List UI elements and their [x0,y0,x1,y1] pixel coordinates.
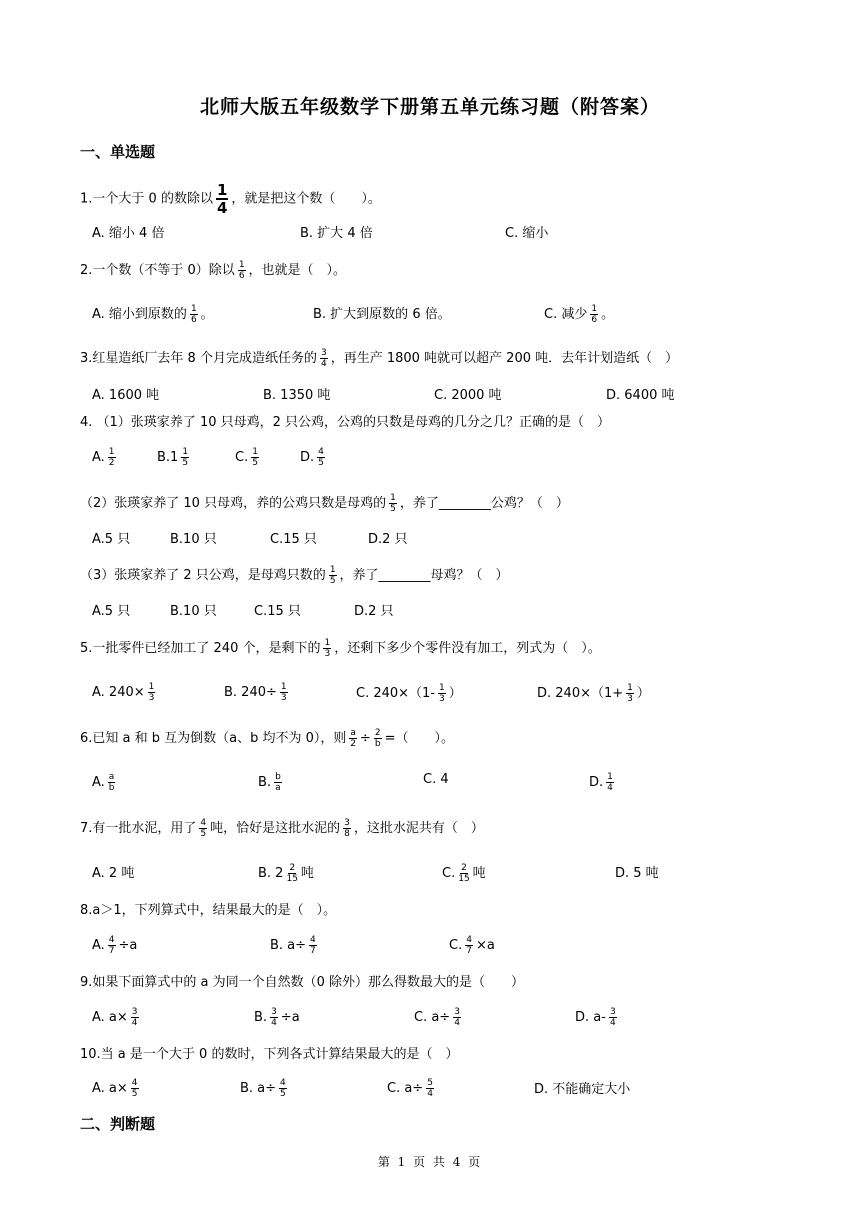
page-title: 北师大版五年级数学下册第五单元练习题（附答案） [199,96,660,118]
fraction: $\frac{5}{4}$ [427,1078,433,1099]
section-heading-single-choice: 一、单选题 [80,143,156,161]
fraction: $\frac{1}{4}$ [216,181,228,217]
q5-option-b[interactable]: B. 240÷ $\frac{1}{3}$ [224,682,287,703]
fraction: $\frac{3}{4}$ [131,1007,138,1028]
question-4-part-2: （2）张瑛家养了 10 只母鸡，养的公鸡只数是母鸡的 $\frac{1}{5}$ ，养了________公鸡？（ ） [80,493,569,514]
page-footer: 第 1 页 共 4 页 [377,1155,483,1169]
question-6: 6.已知 a 和 b 互为倒数（a、b 均不为 0），则 $\frac{a}{2}$ ÷ $\frac{2}{b}$ =（ ）。 [80,728,454,749]
fraction: $\frac{4}{5}$ [280,1078,286,1099]
q4-3-option-b[interactable]: B.10 只 [170,604,217,619]
fraction: $\frac{1}{6}$ [190,304,197,325]
question-10: 10.当 a 是一个大于 0 的数时，下列各式计算结果最大的是（ ） [80,1047,459,1062]
q4-2-option-c[interactable]: C.15 只 [270,532,317,547]
q3-option-a[interactable]: A. 1600 吨 [92,388,160,403]
q8-option-a[interactable]: A. $\frac{4}{7}$ ÷a [92,935,138,956]
fraction: $\frac{4}{5}$ [131,1078,138,1099]
fraction: $\frac{4}{5}$ [200,818,207,839]
fraction: $\frac{b}{a}$ [275,772,281,793]
fraction: $\frac{1}{3}$ [627,683,633,704]
q4-2-option-b[interactable]: B.10 只 [170,532,217,547]
question-9: 9.如果下面算式中的 a 为同一个自然数（0 除外）那么得数最大的是（ ） [80,975,525,990]
q10-option-d[interactable]: D. 不能确定大小 [534,1082,631,1097]
question-5: 5.一批零件已经加工了 240 个，是剩下的 $\frac{1}{3}$ ，还剩下多少个零件没有加工，列式为（ ）。 [80,638,601,659]
q8-option-b[interactable]: B. a÷ $\frac{4}{7}$ [270,935,316,956]
fraction: $\frac{1}{2}$ [108,447,115,468]
q10-option-a[interactable]: A. a× $\frac{4}{5}$ [92,1078,138,1099]
fraction: $\frac{a}{2}$ [350,728,357,749]
fraction: $\frac{3}{4}$ [609,1007,616,1028]
fraction: $\frac{2}{15}$ [458,863,470,884]
q10-option-c[interactable]: C. a÷ $\frac{5}{4}$ [387,1078,433,1099]
q2-option-b[interactable]: B. 扩大到原数的 6 倍。 [313,307,451,322]
question-1: 1.一个大于 0 的数除以 $\frac{1}{4}$ ，就是把这个数（ ）。 [80,181,381,217]
q7-option-b[interactable]: B. 2 $\frac{2}{15}$ 吨 [258,863,314,884]
question-8: 8.a＞1，下列算式中，结果最大的是（ ）。 [80,903,337,918]
q5-option-a[interactable]: A. 240× $\frac{1}{3}$ [92,682,155,703]
q6-option-a[interactable]: A. $\frac{a}{b}$ [92,772,115,793]
fraction: $\frac{1}{5}$ [182,447,189,468]
q4-2-option-a[interactable]: A.5 只 [92,532,131,547]
fraction: $\frac{2}{b}$ [374,728,381,749]
fraction: $\frac{a}{b}$ [108,772,115,793]
q4-3-option-d[interactable]: D.2 只 [354,604,394,619]
fraction: $\frac{1}{6}$ [591,304,598,325]
question-3: 3.红星造纸厂去年 8 个月完成造纸任务的 $\frac{3}{4}$ ，再生产 1800 吨就可以超产 200 吨．去年计划造纸（ ） [80,348,679,369]
fraction: $\frac{1}{3}$ [439,683,445,704]
q4-1-option-b[interactable]: B.1 $\frac{1}{5}$ [157,447,189,468]
q4-3-option-c[interactable]: C.15 只 [254,604,301,619]
q6-option-d[interactable]: D. $\frac{1}{4}$ [589,772,613,793]
section-heading-true-false: 二、判断题 [80,1115,156,1133]
fraction: $\frac{4}{5}$ [318,447,324,468]
q7-option-a[interactable]: A. 2 吨 [92,866,135,881]
q1-option-a[interactable]: A. 缩小 4 倍 [92,226,165,241]
question-2: 2.一个数（不等于 0）除以 $\frac{1}{6}$ ，也就是（ ）。 [80,260,347,281]
q3-option-c[interactable]: C. 2000 吨 [434,388,502,403]
q9-option-a[interactable]: A. a× $\frac{3}{4}$ [92,1007,138,1028]
q7-option-d[interactable]: D. 5 吨 [615,866,659,881]
fraction: $\frac{3}{4}$ [454,1007,460,1028]
q9-option-c[interactable]: C. a÷ $\frac{3}{4}$ [414,1007,460,1028]
q8-option-c[interactable]: C. $\frac{4}{7}$ ×a [449,935,495,956]
q4-1-option-c[interactable]: C. $\frac{1}{5}$ [235,447,258,468]
q6-option-b[interactable]: B. $\frac{b}{a}$ [258,772,281,793]
fraction: $\frac{1}{3}$ [148,682,155,703]
q9-option-b[interactable]: B. $\frac{3}{4}$ ÷a [254,1007,300,1028]
fraction: $\frac{1}{5}$ [329,565,336,586]
fraction: $\frac{4}{7}$ [310,935,316,956]
q10-option-b[interactable]: B. a÷ $\frac{4}{5}$ [240,1078,286,1099]
question-4-part-3: （3）张瑛家养了 2 只公鸡，是母鸡只数的 $\frac{1}{5}$ ，养了________母鸡？（ ） [80,565,509,586]
q2-option-a[interactable]: A. 缩小到原数的 $\frac{1}{6}$ 。 [92,304,214,325]
q5-option-d[interactable]: D. 240×（1+ $\frac{1}{3}$ ） [537,683,650,704]
q4-3-option-a[interactable]: A.5 只 [92,604,131,619]
q6-option-c[interactable]: C. 4 [423,772,449,787]
fraction: $\frac{3}{4}$ [271,1007,277,1028]
q1-option-b[interactable]: B. 扩大 4 倍 [300,226,373,241]
fraction: $\frac{3}{4}$ [320,348,327,369]
q3-option-b[interactable]: B. 1350 吨 [263,388,331,403]
q9-option-d[interactable]: D. a- $\frac{3}{4}$ [575,1007,616,1028]
q2-option-c[interactable]: C. 减少 $\frac{1}{6}$ 。 [544,304,615,325]
q5-option-c[interactable]: C. 240×（1- $\frac{1}{3}$ ） [356,683,462,704]
fraction: $\frac{4}{7}$ [466,935,472,956]
fraction: $\frac{2}{15}$ [286,863,298,884]
fraction: $\frac{1}{4}$ [607,772,613,793]
fraction: $\frac{3}{8}$ [344,818,350,839]
fraction: $\frac{1}{6}$ [238,260,245,281]
question-7: 7.有一批水泥，用了 $\frac{4}{5}$ 吨，恰好是这批水泥的 $\frac{3}{8}$ ，这批水泥共有（ ） [80,818,484,839]
q4-1-option-a[interactable]: A. $\frac{1}{2}$ [92,447,115,468]
q3-option-d[interactable]: D. 6400 吨 [606,388,675,403]
fraction: $\frac{1}{3}$ [324,638,331,659]
q4-1-option-d[interactable]: D. $\frac{4}{5}$ [300,447,324,468]
q1-option-c[interactable]: C. 缩小 [505,226,549,241]
fraction: $\frac{1}{5}$ [252,447,258,468]
fraction: $\frac{1}{3}$ [280,682,287,703]
q7-option-c[interactable]: C. $\frac{2}{15}$ 吨 [442,863,486,884]
fraction: $\frac{1}{5}$ [390,493,396,514]
fraction: $\frac{4}{7}$ [108,935,115,956]
q4-2-option-d[interactable]: D.2 只 [368,532,408,547]
question-4-part-1: 4. （1）张瑛家养了 10 只母鸡，2 只公鸡，公鸡的只数是母鸡的几分之几？正确的是（ ） [80,415,611,430]
